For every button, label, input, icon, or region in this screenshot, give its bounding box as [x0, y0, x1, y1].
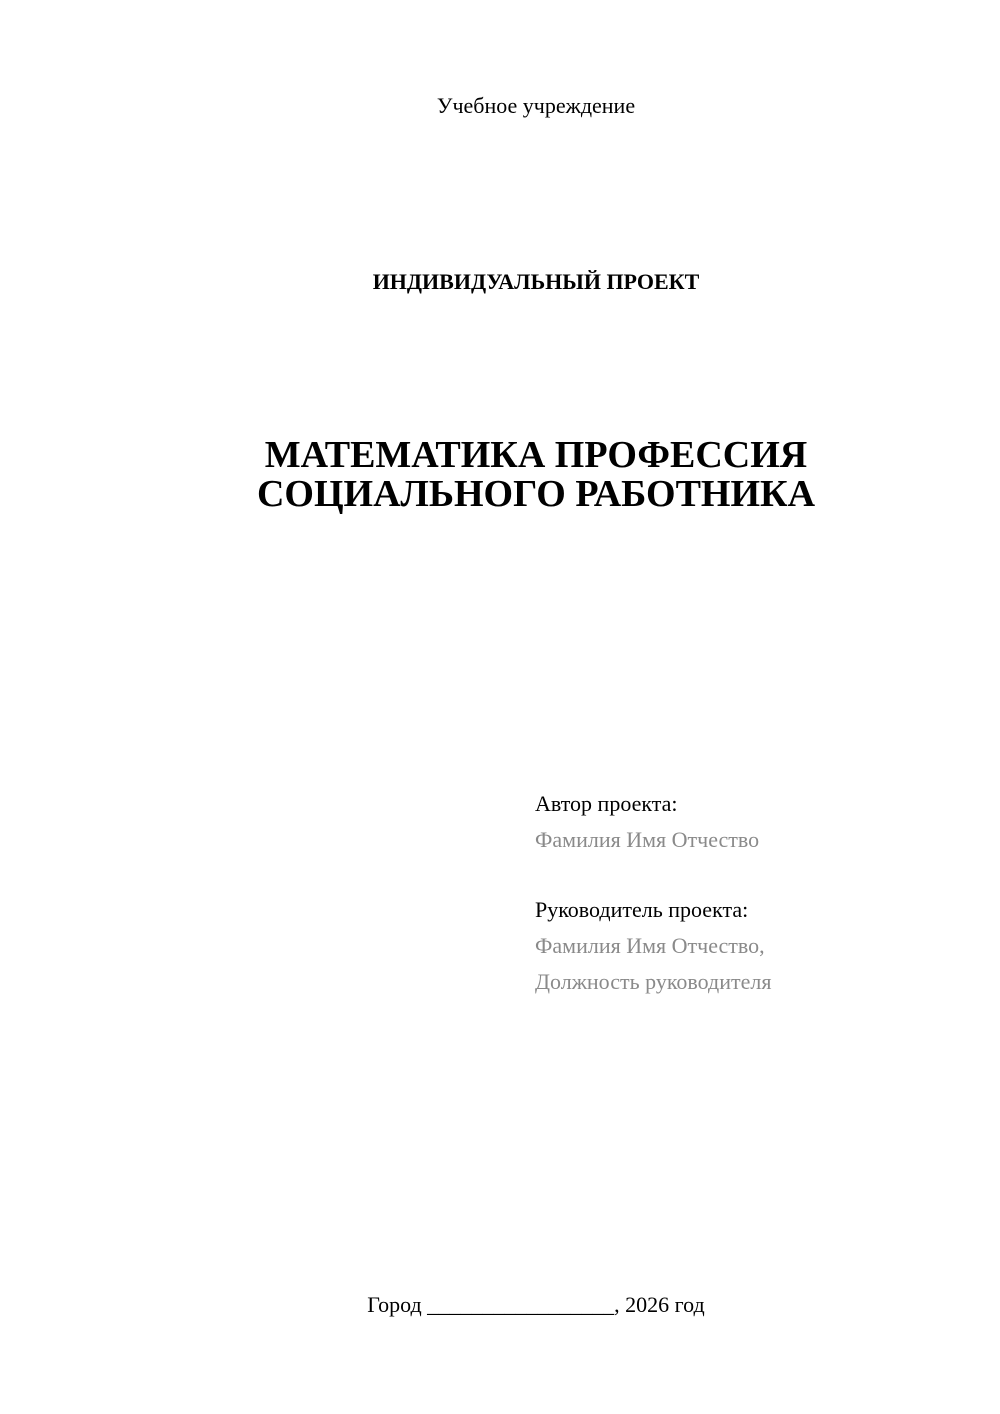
info-spacer: [535, 858, 975, 892]
project-title-line-2: СОЦИАЛЬНОГО РАБОТНИКА: [256, 473, 816, 515]
document-type: ИНДИВИДУАЛЬНЫЙ ПРОЕКТ: [372, 269, 700, 294]
supervisor-position-placeholder: Должность руководителя: [535, 969, 772, 994]
author-name-placeholder: Фамилия Имя Отчество: [535, 827, 760, 852]
project-title-line-1: МАТЕМАТИКА ПРОФЕССИЯ: [264, 434, 808, 476]
supervisor-name-placeholder: Фамилия Имя Отчество,: [535, 933, 765, 958]
institution-name: Учебное учреждение: [436, 93, 636, 118]
project-info-block: [535, 786, 975, 1000]
supervisor-label: Руководитель проекта:: [535, 897, 749, 922]
city-year-line: Город _________________, 2026 год: [367, 1292, 705, 1317]
author-label: Автор проекта:: [535, 791, 678, 816]
project-title: [0, 436, 1000, 514]
